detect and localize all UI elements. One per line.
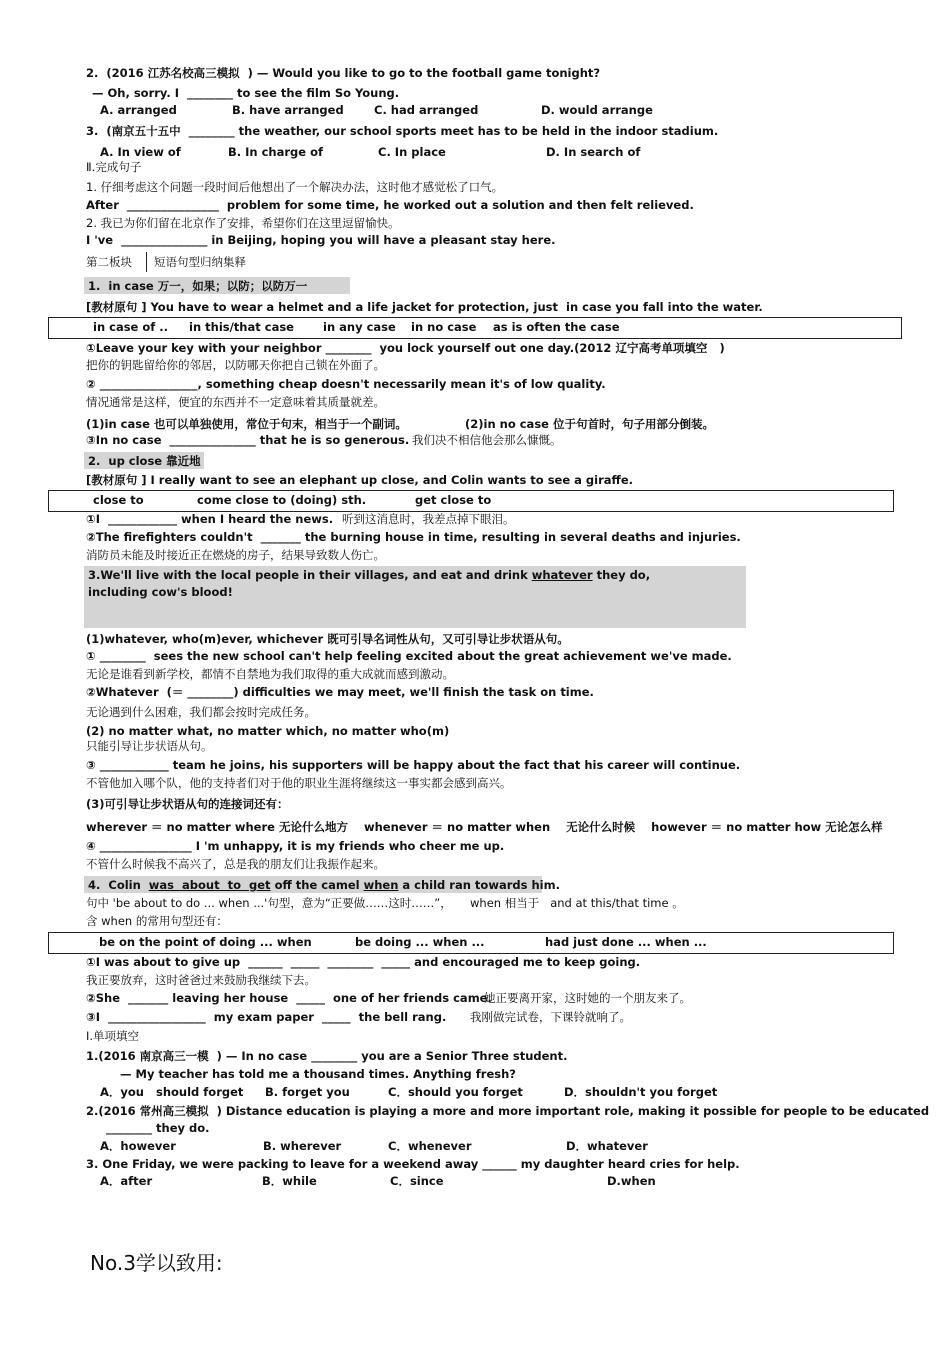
sentence2-chinese: 2. 我已为你们留在北京作了安排，希望你们在这里逗留愉快。: [86, 216, 400, 230]
practice-q1-option-d: D．shouldn't you forget: [564, 1085, 718, 1099]
practice-q3-option-c: C．since: [390, 1174, 444, 1188]
point4-example2-english: ②She _______ leaving her house _____ one of her friends came.: [86, 991, 492, 1005]
point3-example3-english: ③ ____________ team he joins, his supporters will be happy about the fact that his career will continue.: [86, 758, 741, 772]
phrase: be on the point of doing ... when: [99, 935, 312, 949]
phrase: in no case: [411, 320, 477, 334]
practice-q1-option-a: A．you should forget: [100, 1085, 244, 1099]
q3-option-d: D. In search of: [546, 145, 641, 159]
practice-q2-stem: 2.(2016 常州高三模拟 ) Distance education is playing a more and more important role, making it possible for people to be educated: [86, 1104, 930, 1118]
phrase: be doing ... when ...: [355, 935, 485, 949]
q2-option-d: D. would arrange: [541, 103, 653, 117]
point1-example3-english: ③In no case _______________ that he is so generous.: [86, 433, 410, 447]
point4-example1-chinese: 我正要放弃，这时爸爸过来鼓励我继续下去。: [86, 973, 316, 987]
point2-example2-chinese: 消防员未能及时接近正在燃烧的房子，结果导致数人伤亡。: [86, 548, 385, 562]
point2-example1-chinese: 听到这消息时，我差点掉下眼泪。: [342, 512, 515, 526]
point3-note2-chinese: 只能引导让步状语从句。: [86, 739, 213, 753]
point1-example3-chinese: 我们决不相信他会那么慷慨。: [412, 433, 562, 447]
phrase: as is often the case: [493, 320, 620, 334]
practice-q2-option-c: C．whenever: [388, 1139, 472, 1153]
practice-q2-line2: ________ they do.: [106, 1121, 210, 1135]
practice-title: Ⅰ.单项填空: [86, 1029, 140, 1043]
point3-connector-list: wherever ＝ no matter where 无论什么地方 whenever ＝ no matter when 无论什么时候 however ＝ no matter how 无论怎么样: [86, 820, 883, 834]
point1-example2-chinese: 情况通常是这样，便宜的东西并不一定意味着其质量就差。: [86, 395, 385, 409]
heading-part: they do,: [592, 568, 651, 582]
point4-note1: 句中 'be about to do ... when ...'句型，意为“正要做……这时……”， when 相当于 and at this/that time 。: [86, 896, 684, 910]
point3-example2-english: ②Whatever (＝ ________) difficulties we may meet, we'll finish the task on time.: [86, 685, 594, 699]
practice-q1-option-b: B. forget you: [265, 1085, 350, 1099]
underlined-word: whatever: [531, 568, 593, 582]
sentence1-english: After ________________ problem for some time, he worked out a solution and then felt relieved.: [86, 198, 694, 212]
sentence1-chinese: 1. 仔细考虑这个问题一段时间后他想出了一个解决办法，这时他才感觉松了口气。: [86, 180, 504, 194]
phrase: come close to (doing) sth.: [197, 493, 367, 507]
q2-option-c: C. had arranged: [374, 103, 479, 117]
point1-note-b: (2)in no case 位于句首时，句子用部分倒装。: [465, 417, 714, 431]
practice-q3-option-a: A．after: [100, 1174, 153, 1188]
q3-option-a: A. In view of: [100, 145, 181, 159]
phrase: close to: [93, 493, 144, 507]
practice-q1-stem: 1.(2016 南京高三一模 ) — In no case ________ you are a Senior Three student.: [86, 1049, 568, 1063]
point1-source: [教材原句 ] You have to wear a helmet and a life jacket for protection, just in case you fall into the water.: [86, 300, 763, 314]
heading-part: off the camel: [270, 878, 364, 892]
sentence2-english: I 've _______________ in Beijing, hoping you will have a pleasant stay here.: [86, 233, 556, 247]
heading-part: 3.We'll live with the local people in their villages, and eat and drink: [88, 568, 532, 582]
q3-stem: 3. (南京五十五中 ________ the weather, our school sports meet has to be held in the indoor stadium.: [86, 124, 719, 138]
point1-note-a: (1)in case 也可以单独使用，常位于句末，相当于一个副词。: [86, 417, 407, 431]
practice-q2-option-a: A．however: [100, 1139, 176, 1153]
phrase: in any case: [323, 320, 396, 334]
point1-example1-chinese: 把你的钥匙留给你的邻居，以防哪天你把自己锁在外面了。: [86, 358, 385, 372]
point3-example1-chinese: 无论是谁看到新学校，都情不自禁地为我们取得的重大成就而感到激动。: [86, 667, 454, 681]
q3-option-c: C. In place: [378, 145, 446, 159]
underlined-word: when: [363, 878, 399, 892]
phrase: get close to: [415, 493, 492, 507]
practice-q1-line2: — My teacher has told me a thousand times. Anything fresh?: [120, 1067, 516, 1081]
practice-q2-option-d: D．whatever: [566, 1139, 648, 1153]
practice-q2-option-b: B. wherever: [263, 1139, 342, 1153]
point3-example4-english: ④ ________________ I 'm unhappy, it is my friends who cheer me up.: [86, 839, 505, 853]
point1-example1-english: ①Leave your key with your neighbor ________ you lock yourself out one day.(2012 辽宁高考单项填空 ): [86, 341, 725, 355]
point2-heading: 2. up close 靠近地: [88, 454, 201, 468]
heading-part: 4. Colin: [88, 878, 149, 892]
point3-note1: (1)whatever, who(m)ever, whichever 既可引导名词性从句，又可引导让步状语从句。: [86, 632, 569, 646]
phrase: in case of ..: [93, 320, 169, 334]
underlined-phrase: was about to get: [148, 878, 271, 892]
point2-example1-english: ①I ____________ when I heard the news.: [86, 512, 334, 526]
point2-example2-english: ②The firefighters couldn't _______ the burning house in time, resulting in several deaths and injuries.: [86, 530, 741, 544]
q3-option-b: B. In charge of: [228, 145, 323, 159]
point2-phrase-box: [48, 490, 894, 512]
point4-note2: 含 when 的常用句型还有：: [86, 914, 228, 928]
point4-phrase-box: [48, 932, 894, 954]
point4-heading: [88, 878, 560, 893]
section-heading-no3: No.3学以致用:: [90, 1251, 223, 1275]
q2-option-b: B. have arranged: [232, 103, 344, 117]
q2-option-a: A. arranged: [100, 103, 177, 117]
practice-q1-option-c: C．should you forget: [388, 1085, 523, 1099]
section-title-complete-sentences: Ⅱ.完成句子: [86, 160, 142, 174]
point3-heading-line2: including cow's blood!: [88, 585, 233, 599]
point1-example2-english: ② _________________, something cheap doesn't necessarily mean it's of low quality.: [86, 377, 606, 391]
point4-example2-chinese: 她正要离开家，这时她的一个朋友来了。: [484, 991, 691, 1005]
header-divider: [146, 252, 147, 272]
point3-example2-chinese: 无论遇到什么困难，我们都会按时完成任务。: [86, 705, 316, 719]
block-title: 短语句型归纳集释: [154, 255, 246, 269]
point1-phrase-box: [48, 317, 902, 339]
point3-heading-line1: [88, 568, 650, 583]
point3-example1-english: ① ________ sees the new school can't help feeling excited about the great achievement we've made.: [86, 649, 732, 663]
point1-heading: 1. in case 万一，如果；以防；以防万一: [88, 279, 308, 293]
block-label: 第二板块: [86, 255, 132, 269]
phrase: in this/that case: [189, 320, 294, 334]
heading-part: a child ran towards him.: [398, 878, 560, 892]
practice-q3-option-b: B．while: [262, 1174, 317, 1188]
point4-example1-english: ①I was about to give up ______ _____ ________ _____ and encouraged me to keep going.: [86, 955, 641, 969]
q2-line2: — Oh, sorry. I ________ to see the film So Young.: [92, 86, 400, 100]
point2-source: [教材原句 ] I really want to see an elephant up close, and Colin wants to see a giraffe.: [86, 473, 634, 487]
phrase: had just done ... when ...: [545, 935, 707, 949]
practice-q3-stem: 3. One Friday, we were packing to leave for a weekend away ______ my daughter heard cries for help.: [86, 1157, 740, 1171]
point3-note3: (3)可引导让步状语从句的连接词还有：: [86, 797, 289, 811]
q2-stem: 2. (2016 江苏名校高三模拟 ) — Would you like to go to the football game tonight?: [86, 66, 601, 80]
point4-example3-chinese: 我刚做完试卷，下课铃就响了。: [470, 1010, 631, 1024]
point3-example4-chinese: 不管什么时候我不高兴了，总是我的朋友们让我振作起来。: [86, 857, 385, 871]
point3-note2-english: (2) no matter what, no matter which, no matter who(m): [86, 724, 450, 738]
point4-example3-english: ③I _________________ my exam paper _____ the bell rang.: [86, 1010, 447, 1024]
practice-q3-option-d: D.when: [607, 1174, 656, 1188]
point3-example3-chinese: 不管他加入哪个队，他的支持者们对于他的职业生涯将继续这一事实都会感到高兴。: [86, 776, 512, 790]
